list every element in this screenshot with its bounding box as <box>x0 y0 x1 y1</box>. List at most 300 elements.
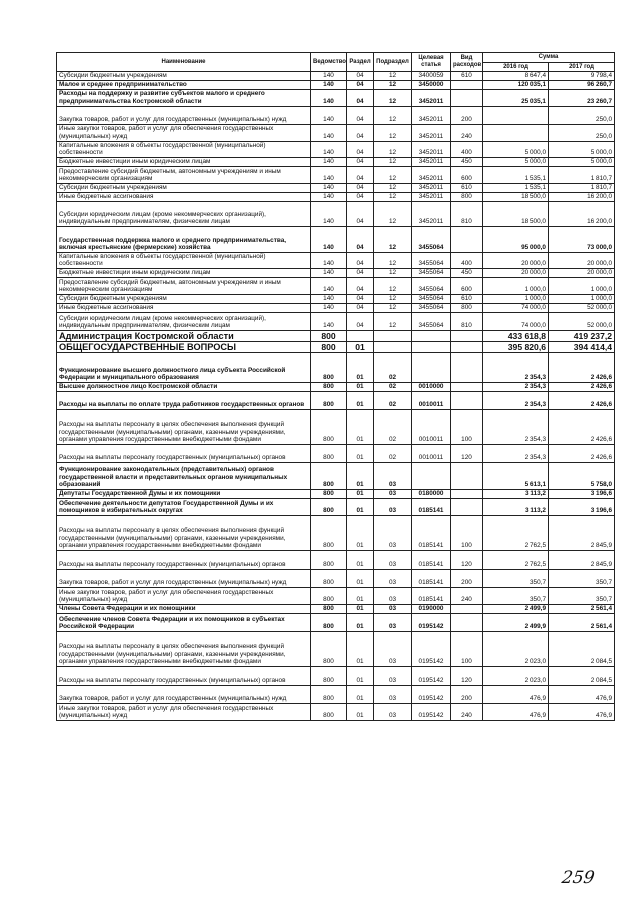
cell-razdel: 04 <box>347 80 374 89</box>
cell-podrazdel: 03 <box>374 685 412 703</box>
cell-sum-2016: 5 000,0 <box>483 157 549 166</box>
cell-podrazdel: 12 <box>374 303 412 312</box>
cell-vid: 120 <box>451 666 483 685</box>
table-row <box>57 515 615 550</box>
cell-razdel: 04 <box>347 89 374 106</box>
cell-ved: 800 <box>311 515 347 550</box>
cell-name: ОБЩЕГОСУДАРСТВЕННЫЕ ВОПРОСЫ <box>57 341 311 352</box>
cell-vid <box>451 330 483 341</box>
cell-razdel: 04 <box>347 277 374 294</box>
cell-cel: 3452011 <box>412 166 451 183</box>
cell-vid <box>451 462 483 489</box>
table-row <box>57 498 615 515</box>
cell-sum-2016: 2 023,0 <box>483 666 549 685</box>
cell-vid: 120 <box>451 550 483 569</box>
cell-razdel: 04 <box>347 201 374 226</box>
cell-ved: 800 <box>311 604 347 613</box>
table-row <box>57 613 615 631</box>
cell-ved: 140 <box>311 157 347 166</box>
cell-sum-2017: 16 200,0 <box>549 192 615 201</box>
cell-podrazdel: 12 <box>374 157 412 166</box>
cell-cel: 3455064 <box>412 252 451 268</box>
cell-sum-2016: 2 499,9 <box>483 604 549 613</box>
cell-sum-2017: 476,9 <box>549 685 615 703</box>
cell-vid <box>451 604 483 613</box>
cell-vid <box>451 89 483 106</box>
cell-ved: 140 <box>311 141 347 157</box>
cell-sum-2016: 2 499,9 <box>483 613 549 631</box>
cell-ved: 800 <box>311 330 347 341</box>
cell-sum-2017: 2 561,4 <box>549 613 615 631</box>
cell-podrazdel: 03 <box>374 666 412 685</box>
cell-razdel: 04 <box>347 312 374 330</box>
cell-name: Функционирование законодательных (представительных) органов государственной власти и представительных органов муниципальных образований <box>57 462 311 489</box>
cell-ved: 140 <box>311 192 347 201</box>
budget-table <box>56 52 615 721</box>
cell-sum-2016: 2 354,3 <box>483 409 549 444</box>
cell-name: Расходы на выплаты персоналу в целях обеспечения выполнения функций государственными (муниципальными) органами, казенными учреждениями, органами управления государственными внебюджетными фондами <box>57 515 311 550</box>
table-row <box>57 226 615 252</box>
cell-ved: 140 <box>311 106 347 124</box>
table-row <box>57 352 615 382</box>
cell-razdel: 01 <box>347 382 374 391</box>
table-row <box>57 685 615 703</box>
table-row <box>57 303 615 312</box>
table-row <box>57 166 615 183</box>
cell-podrazdel: 02 <box>374 409 412 444</box>
cell-vid <box>451 80 483 89</box>
budget-table-sheet <box>56 52 614 721</box>
cell-sum-2016: 2 762,5 <box>483 550 549 569</box>
cell-sum-2017: 2 845,9 <box>549 550 615 569</box>
cell-sum-2016: 20 000,0 <box>483 252 549 268</box>
cell-name: Расходы на выплаты персоналу государственных (муниципальных) органов <box>57 444 311 462</box>
cell-sum-2016: 350,7 <box>483 587 549 604</box>
cell-ved: 800 <box>311 382 347 391</box>
cell-razdel: 04 <box>347 72 374 81</box>
cell-vid: 400 <box>451 141 483 157</box>
cell-ved: 800 <box>311 569 347 587</box>
cell-sum-2016: 74 000,0 <box>483 312 549 330</box>
cell-ved: 140 <box>311 201 347 226</box>
cell-sum-2017: 2 561,4 <box>549 604 615 613</box>
table-row <box>57 330 615 341</box>
cell-ved: 140 <box>311 183 347 192</box>
cell-sum-2017: 52 000,0 <box>549 303 615 312</box>
cell-sum-2017: 9 798,4 <box>549 72 615 81</box>
cell-cel <box>412 462 451 489</box>
cell-sum-2017: 1 810,7 <box>549 166 615 183</box>
cell-podrazdel: 03 <box>374 489 412 498</box>
cell-razdel: 01 <box>347 352 374 382</box>
cell-name: Расходы на выплаты по оплате труда работников государственных органов <box>57 391 311 409</box>
cell-cel <box>412 330 451 341</box>
cell-ved: 800 <box>311 550 347 569</box>
cell-podrazdel: 03 <box>374 631 412 666</box>
cell-name: Субсидии юридическим лицам (кроме некоммерческих организаций), индивидуальным предпринимателям, физическим лицам <box>57 312 311 330</box>
cell-sum-2017: 96 260,7 <box>549 80 615 89</box>
cell-sum-2016: 95 000,0 <box>483 226 549 252</box>
cell-cel: 0010000 <box>412 382 451 391</box>
cell-podrazdel: 02 <box>374 352 412 382</box>
cell-podrazdel: 12 <box>374 201 412 226</box>
cell-ved: 800 <box>311 489 347 498</box>
cell-podrazdel: 03 <box>374 569 412 587</box>
cell-ved: 140 <box>311 303 347 312</box>
cell-cel: 3452011 <box>412 89 451 106</box>
header-cel: Целевая статья <box>412 53 451 72</box>
cell-sum-2017: 3 196,6 <box>549 498 615 515</box>
cell-sum-2017: 20 000,0 <box>549 268 615 277</box>
table-row <box>57 252 615 268</box>
cell-name: Субсидии бюджетным учреждениям <box>57 72 311 81</box>
cell-podrazdel: 12 <box>374 124 412 141</box>
cell-vid: 120 <box>451 444 483 462</box>
cell-cel: 3452011 <box>412 192 451 201</box>
cell-name: Предоставление субсидий бюджетным, автономным учреждениям и иным некоммерческим организациям <box>57 166 311 183</box>
cell-vid: 240 <box>451 587 483 604</box>
cell-name: Высшее должностное лицо Костромской области <box>57 382 311 391</box>
cell-ved: 800 <box>311 685 347 703</box>
cell-name: Субсидии бюджетным учреждениям <box>57 294 311 303</box>
cell-ved: 140 <box>311 89 347 106</box>
cell-cel: 0195142 <box>412 631 451 666</box>
cell-vid: 600 <box>451 166 483 183</box>
cell-vid: 400 <box>451 252 483 268</box>
cell-sum-2017: 1 000,0 <box>549 277 615 294</box>
cell-razdel: 01 <box>347 341 374 352</box>
cell-podrazdel: 12 <box>374 226 412 252</box>
table-row <box>57 666 615 685</box>
cell-cel: 3450000 <box>412 80 451 89</box>
cell-sum-2017: 5 000,0 <box>549 157 615 166</box>
cell-razdel: 01 <box>347 604 374 613</box>
cell-vid: 200 <box>451 569 483 587</box>
cell-sum-2016: 120 035,1 <box>483 80 549 89</box>
cell-sum-2017: 16 200,0 <box>549 201 615 226</box>
cell-sum-2016: 3 113,2 <box>483 489 549 498</box>
cell-podrazdel: 03 <box>374 604 412 613</box>
cell-razdel: 04 <box>347 226 374 252</box>
cell-razdel: 01 <box>347 409 374 444</box>
cell-razdel: 04 <box>347 141 374 157</box>
cell-cel: 0185141 <box>412 515 451 550</box>
cell-razdel: 04 <box>347 166 374 183</box>
cell-razdel: 01 <box>347 444 374 462</box>
cell-razdel: 01 <box>347 391 374 409</box>
cell-sum-2016: 395 820,6 <box>483 341 549 352</box>
cell-cel: 0185141 <box>412 498 451 515</box>
cell-sum-2017: 2 084,5 <box>549 631 615 666</box>
cell-cel: 3455064 <box>412 226 451 252</box>
cell-cel: 0185141 <box>412 587 451 604</box>
cell-sum-2017: 1 000,0 <box>549 294 615 303</box>
cell-razdel: 04 <box>347 252 374 268</box>
cell-name: Закупка товаров, работ и услуг для государственных (муниципальных) нужд <box>57 106 311 124</box>
cell-sum-2016: 20 000,0 <box>483 268 549 277</box>
cell-sum-2016: 1 535,1 <box>483 166 549 183</box>
table-row <box>57 703 615 720</box>
cell-sum-2016 <box>483 124 549 141</box>
cell-sum-2017: 350,7 <box>549 569 615 587</box>
cell-sum-2016: 1 000,0 <box>483 277 549 294</box>
cell-podrazdel: 03 <box>374 613 412 631</box>
cell-cel: 3455064 <box>412 268 451 277</box>
cell-razdel: 01 <box>347 666 374 685</box>
cell-vid <box>451 498 483 515</box>
cell-name: Бюджетные инвестиции иным юридическим лицам <box>57 268 311 277</box>
cell-vid: 100 <box>451 409 483 444</box>
table-row <box>57 631 615 666</box>
cell-name: Иные закупки товаров, работ и услуг для обеспечения государственных (муниципальных) нужд <box>57 124 311 141</box>
table-row <box>57 312 615 330</box>
cell-name: Капитальные вложения в объекты государственной (муниципальной) собственности <box>57 141 311 157</box>
cell-sum-2016: 18 500,0 <box>483 201 549 226</box>
cell-sum-2017: 5 000,0 <box>549 141 615 157</box>
cell-sum-2016: 8 647,4 <box>483 72 549 81</box>
cell-podrazdel: 02 <box>374 444 412 462</box>
table-row <box>57 89 615 106</box>
cell-razdel: 01 <box>347 569 374 587</box>
header-2017: 2017 год <box>549 63 615 72</box>
cell-sum-2016: 2 354,3 <box>483 444 549 462</box>
cell-cel: 3452011 <box>412 183 451 192</box>
cell-vid: 610 <box>451 72 483 81</box>
cell-razdel: 04 <box>347 303 374 312</box>
cell-name: Иные бюджетные ассигнования <box>57 192 311 201</box>
cell-podrazdel: 12 <box>374 89 412 106</box>
cell-podrazdel: 12 <box>374 312 412 330</box>
cell-vid: 610 <box>451 294 483 303</box>
cell-sum-2016: 2 354,3 <box>483 382 549 391</box>
cell-podrazdel: 03 <box>374 550 412 569</box>
cell-razdel: 01 <box>347 685 374 703</box>
cell-razdel: 01 <box>347 498 374 515</box>
cell-cel: 0185141 <box>412 550 451 569</box>
cell-ved: 800 <box>311 409 347 444</box>
cell-ved: 140 <box>311 72 347 81</box>
cell-sum-2017: 2 426,6 <box>549 382 615 391</box>
cell-sum-2017: 419 237,2 <box>549 330 615 341</box>
cell-podrazdel: 12 <box>374 72 412 81</box>
cell-vid: 240 <box>451 703 483 720</box>
cell-ved: 800 <box>311 613 347 631</box>
cell-vid <box>451 382 483 391</box>
cell-ved: 800 <box>311 498 347 515</box>
cell-razdel: 04 <box>347 157 374 166</box>
cell-ved: 140 <box>311 268 347 277</box>
cell-sum-2016: 1 000,0 <box>483 294 549 303</box>
cell-ved: 800 <box>311 341 347 352</box>
table-row <box>57 80 615 89</box>
cell-cel: 3452011 <box>412 157 451 166</box>
cell-sum-2016: 1 535,1 <box>483 183 549 192</box>
cell-podrazdel: 12 <box>374 141 412 157</box>
cell-sum-2017: 350,7 <box>549 587 615 604</box>
cell-razdel: 01 <box>347 703 374 720</box>
cell-vid <box>451 226 483 252</box>
cell-sum-2017: 2 845,9 <box>549 515 615 550</box>
header-summa: Сумма <box>483 53 615 63</box>
cell-vid: 200 <box>451 685 483 703</box>
cell-razdel: 04 <box>347 192 374 201</box>
cell-ved: 800 <box>311 352 347 382</box>
table-row <box>57 489 615 498</box>
cell-razdel: 04 <box>347 268 374 277</box>
cell-sum-2017: 23 260,7 <box>549 89 615 106</box>
cell-sum-2016: 2 023,0 <box>483 631 549 666</box>
cell-razdel: 01 <box>347 550 374 569</box>
table-row <box>57 106 615 124</box>
table-row <box>57 201 615 226</box>
cell-name: Члены Совета Федерации и их помощники <box>57 604 311 613</box>
cell-sum-2016: 3 113,2 <box>483 498 549 515</box>
table-row <box>57 277 615 294</box>
cell-name: Бюджетные инвестиции иным юридическим лицам <box>57 157 311 166</box>
cell-razdel: 01 <box>347 587 374 604</box>
cell-razdel: 04 <box>347 124 374 141</box>
cell-cel: 0195142 <box>412 613 451 631</box>
table-row <box>57 341 615 352</box>
cell-cel: 0185141 <box>412 569 451 587</box>
cell-ved: 140 <box>311 312 347 330</box>
cell-vid: 810 <box>451 312 483 330</box>
cell-name: Закупка товаров, работ и услуг для государственных (муниципальных) нужд <box>57 685 311 703</box>
cell-cel: 0180000 <box>412 489 451 498</box>
table-header <box>57 53 615 72</box>
cell-cel: 3452011 <box>412 201 451 226</box>
cell-cel: 3400059 <box>412 72 451 81</box>
cell-sum-2017: 2 426,6 <box>549 409 615 444</box>
cell-razdel: 01 <box>347 613 374 631</box>
cell-cel: 3455064 <box>412 303 451 312</box>
cell-sum-2016: 476,9 <box>483 685 549 703</box>
cell-name: Иные бюджетные ассигнования <box>57 303 311 312</box>
table-row <box>57 72 615 81</box>
cell-cel: 3455064 <box>412 277 451 294</box>
table-row <box>57 550 615 569</box>
cell-ved: 800 <box>311 631 347 666</box>
cell-vid <box>451 391 483 409</box>
cell-podrazdel: 12 <box>374 268 412 277</box>
cell-name: Субсидии юридическим лицам (кроме некоммерческих организаций), индивидуальным предпринимателям, физическим лицам <box>57 201 311 226</box>
cell-podrazdel: 12 <box>374 294 412 303</box>
cell-ved: 140 <box>311 124 347 141</box>
cell-sum-2016: 476,9 <box>483 703 549 720</box>
cell-podrazdel: 12 <box>374 106 412 124</box>
cell-ved: 140 <box>311 226 347 252</box>
cell-cel: 3452011 <box>412 141 451 157</box>
table-row <box>57 124 615 141</box>
cell-ved: 800 <box>311 391 347 409</box>
cell-ved: 140 <box>311 166 347 183</box>
table-row <box>57 141 615 157</box>
cell-name: Малое и среднее предпринимательство <box>57 80 311 89</box>
cell-cel: 3452011 <box>412 124 451 141</box>
cell-ved: 800 <box>311 444 347 462</box>
cell-sum-2016: 350,7 <box>483 569 549 587</box>
cell-vid: 610 <box>451 183 483 192</box>
header-name: Наименование <box>57 53 311 72</box>
table-row <box>57 604 615 613</box>
cell-sum-2017: 394 414,4 <box>549 341 615 352</box>
cell-podrazdel: 12 <box>374 192 412 201</box>
cell-name: Расходы на поддержку и развитие субъектов малого и среднего предпринимательства Костромской области <box>57 89 311 106</box>
cell-razdel: 01 <box>347 515 374 550</box>
cell-sum-2017: 2 084,5 <box>549 666 615 685</box>
cell-sum-2017: 2 426,6 <box>549 391 615 409</box>
cell-cel: 0195142 <box>412 703 451 720</box>
cell-vid: 800 <box>451 303 483 312</box>
cell-podrazdel <box>374 330 412 341</box>
cell-razdel: 01 <box>347 489 374 498</box>
cell-podrazdel: 03 <box>374 587 412 604</box>
cell-sum-2017: 2 426,6 <box>549 444 615 462</box>
cell-cel: 0190000 <box>412 604 451 613</box>
cell-name: Депутаты Государственной Думы и их помощники <box>57 489 311 498</box>
table-row <box>57 382 615 391</box>
cell-ved: 140 <box>311 294 347 303</box>
cell-sum-2017: 476,9 <box>549 703 615 720</box>
cell-name: Капитальные вложения в объекты государственной (муниципальной) собственности <box>57 252 311 268</box>
cell-cel: 3455064 <box>412 294 451 303</box>
cell-podrazdel: 02 <box>374 382 412 391</box>
cell-vid <box>451 341 483 352</box>
cell-podrazdel: 03 <box>374 515 412 550</box>
cell-sum-2017: 52 000,0 <box>549 312 615 330</box>
cell-podrazdel: 12 <box>374 277 412 294</box>
cell-sum-2016: 2 354,3 <box>483 352 549 382</box>
cell-name: Расходы на выплаты персоналу государственных (муниципальных) органов <box>57 550 311 569</box>
cell-name: Обеспечение членов Совета Федерации и их помощников в субъектах Российской Федерации <box>57 613 311 631</box>
cell-ved: 140 <box>311 252 347 268</box>
cell-ved: 800 <box>311 587 347 604</box>
cell-podrazdel: 03 <box>374 462 412 489</box>
cell-name: Администрация Костромской области <box>57 330 311 341</box>
cell-sum-2016: 2 762,5 <box>483 515 549 550</box>
cell-podrazdel: 12 <box>374 80 412 89</box>
cell-cel: 0010011 <box>412 391 451 409</box>
cell-name: Функционирование высшего должностного лица субъекта Российской Федерации и муниципального образования <box>57 352 311 382</box>
table-row <box>57 157 615 166</box>
cell-vid: 100 <box>451 515 483 550</box>
header-podrazdel: Подраздел <box>374 53 412 72</box>
cell-ved: 140 <box>311 80 347 89</box>
cell-sum-2016: 5 613,1 <box>483 462 549 489</box>
cell-ved: 800 <box>311 462 347 489</box>
cell-name: Закупка товаров, работ и услуг для государственных (муниципальных) нужд <box>57 569 311 587</box>
cell-sum-2016: 433 618,8 <box>483 330 549 341</box>
header-vid: Вид расходов <box>451 53 483 72</box>
table-row <box>57 294 615 303</box>
cell-razdel: 04 <box>347 294 374 303</box>
cell-cel: 0010011 <box>412 409 451 444</box>
cell-vid: 800 <box>451 192 483 201</box>
cell-sum-2017: 1 810,7 <box>549 183 615 192</box>
table-row <box>57 192 615 201</box>
cell-sum-2017: 250,0 <box>549 106 615 124</box>
cell-razdel: 01 <box>347 462 374 489</box>
cell-name: Предоставление субсидий бюджетным, автономным учреждениям и иным некоммерческим организациям <box>57 277 311 294</box>
cell-razdel: 04 <box>347 183 374 192</box>
cell-name: Расходы на выплаты персоналу в целях обеспечения выполнения функций государственными (муниципальными) органами, казенными учреждениями, органами управления государственными внебюджетными фондами <box>57 409 311 444</box>
header-2016: 2016 год <box>483 63 549 72</box>
cell-sum-2016: 18 500,0 <box>483 192 549 201</box>
cell-ved: 140 <box>311 277 347 294</box>
cell-sum-2016 <box>483 106 549 124</box>
cell-name: Государственная поддержка малого и среднего предпринимательства, включая крестьянские (фермерские) хозяйства <box>57 226 311 252</box>
cell-sum-2017: 5 758,0 <box>549 462 615 489</box>
